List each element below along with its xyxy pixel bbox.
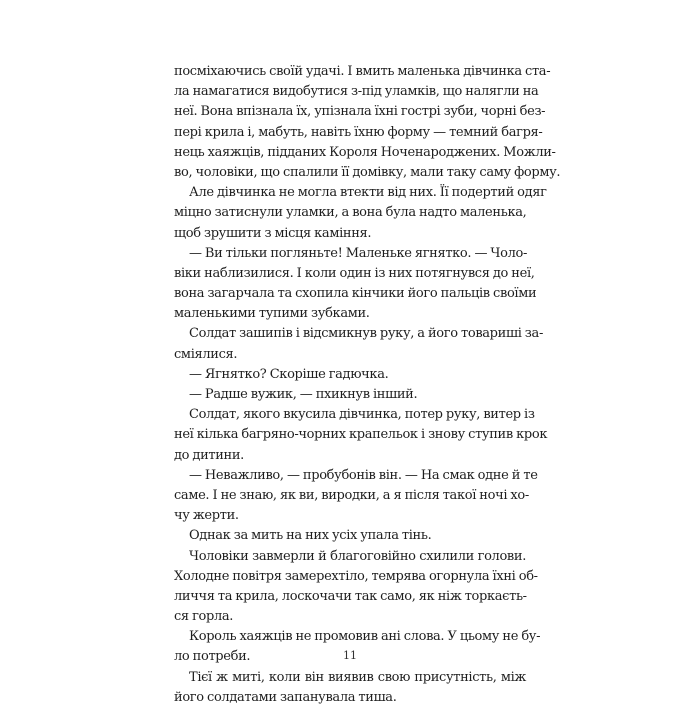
text-line: посміхаючись своїй удачі. І вмить маленька дівчинка ста- — [174, 64, 551, 79]
page-number: 11 — [343, 649, 357, 662]
text-line: сміялися. — [174, 346, 238, 362]
text-line: його солдатами запанувала тиша. — [174, 689, 397, 705]
text-line: неї кілька багряно-чорних крапельок і знову ступив крок — [174, 427, 548, 443]
text-line: ла намагатися видобутися з-під уламків, що налягли на — [174, 84, 539, 100]
text-line: во, чоловіки, що спалили її домівку, мали таку саму форму. — [174, 164, 561, 180]
text-line: щоб зрушити з місця каміння. — [174, 225, 372, 241]
text-line: вона загарчала та схопила кінчики його пальців своїми — [174, 286, 537, 302]
text-line: Але дівчинка не могла втекти від них. Її подертий одяг — [189, 185, 547, 201]
text-line: саме. І не знаю, як ви, виродки, а я після такої ночі хо- — [174, 487, 529, 503]
text-line: Чоловіки завмерли й благоговійно схилили голови. — [189, 548, 526, 564]
text-line: — Неважливо, — пробубонів він. — На смак одне й те — [189, 467, 538, 483]
text-line: — Ви тільки погляньте! Маленьке ягнятко. — Чоло- — [189, 245, 528, 261]
text-line: ло потреби. — [174, 649, 251, 665]
text-line: ся горла. — [174, 609, 234, 625]
text-line: неї. Вона впізнала їх, упізнала їхні гострі зуби, чорні без- — [174, 104, 546, 120]
text-line: віки наблизилися. І коли один із них потягнувся до неї, — [174, 265, 535, 281]
text-line: — Ягнятко? Скоріше гадючка. — [189, 366, 389, 382]
text-line: личчя та крила, лоскочачи так само, як ніж торкаєть- — [174, 588, 527, 604]
text-line: Однак за мить на них усіх упала тінь. — [189, 528, 432, 544]
text-line: нець хаяжців, підданих Короля Ноченароджених. Можли- — [174, 144, 556, 160]
text-line: Холодне повітря замерехтіло, темрява огорнула їхні об- — [174, 568, 538, 584]
body-text — [174, 62, 561, 708]
text-line: чу жерти. — [174, 508, 239, 524]
text-line: Солдат, якого вкусила дівчинка, потер руку, витер із — [189, 407, 535, 423]
text-line: маленькими тупими зубками. — [174, 306, 370, 322]
text-line: Король хаяжців не промовив ані слова. У цьому не бу- — [189, 629, 541, 645]
text-line: Солдат зашипів і відсмикнув руку, а його товариші за- — [189, 326, 543, 342]
text-line: до дитини. — [174, 447, 244, 463]
text-line: — Радше вужик, — пхикнув інший. — [189, 387, 418, 402]
text-line: Тієї ж миті, коли він виявив свою присутність, між — [189, 669, 526, 685]
text-line: пері крила і, мабуть, навіть їхню форму — темний багря- — [174, 124, 543, 140]
text-line: міцно затиснули уламки, а вона була надто маленька, — [174, 205, 527, 221]
